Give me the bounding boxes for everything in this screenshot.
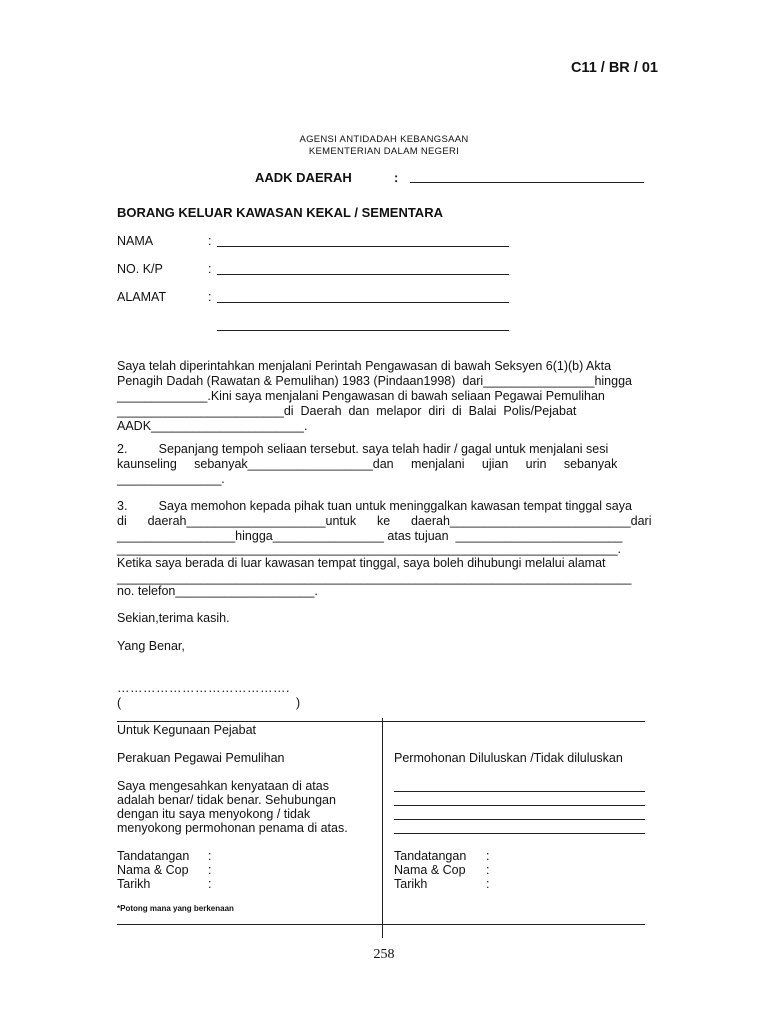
approval-line1[interactable] — [394, 791, 645, 792]
aadk-daerah-label: AADK DAERAH — [255, 170, 352, 185]
certification-text-line1: Saya mengesahkan kenyataan di atas — [117, 779, 329, 793]
para3-line4: ________________________________________________________________________. — [117, 542, 622, 556]
left-sign-colon: : — [208, 849, 212, 863]
para2-line3: _______________. — [117, 472, 225, 486]
form-title: BORANG KELUAR KAWASAN KEKAL / SEMENTARA — [117, 205, 443, 220]
para3-line6: __________________________________________________________________________ — [117, 571, 632, 585]
nokp-label: NO. K/P — [117, 262, 163, 276]
para3-line2: di daerah____________________untuk ke daerah__________________________dari — [117, 514, 652, 528]
office-divider-top — [117, 721, 645, 722]
approval-line3[interactable] — [394, 819, 645, 820]
para3-line3: _________________hingga________________ atas tujuan ________________________ — [117, 529, 623, 543]
left-name-stamp-colon: : — [208, 863, 212, 877]
signature-dots: …………………………………. — [117, 681, 290, 695]
approval-line4[interactable] — [394, 833, 645, 834]
right-date-colon: : — [486, 877, 490, 891]
right-sign-colon: : — [486, 849, 490, 863]
office-vertical-divider — [382, 718, 383, 938]
form-code: C11 / BR / 01 — [570, 60, 658, 76]
left-date-label: Tarikh — [117, 877, 151, 891]
right-date-label: Tarikh — [394, 877, 428, 891]
aadk-daerah-field[interactable] — [410, 182, 644, 183]
nokp-field[interactable] — [217, 274, 509, 275]
nama-label: NAMA — [117, 234, 154, 248]
alamat-colon: : — [208, 290, 212, 304]
nama-colon: : — [208, 234, 212, 248]
ministry-name: KEMENTERIAN DALAM NEGERI — [308, 146, 460, 157]
agency-name: AGENSI ANTIDADAH KEBANGSAAN — [299, 134, 469, 145]
officer-certification-title: Perakuan Pegawai Pemulihan — [117, 751, 285, 765]
para1-line5: AADK______________________. — [117, 419, 308, 433]
right-sign-label: Tandatangan — [394, 849, 467, 863]
right-name-stamp-label: Nama & Cop — [394, 863, 466, 877]
para1-line3: _____________.Kini saya menjalani Pengawasan di bawah seliaan Pegawai Pemulihan — [117, 389, 605, 403]
alamat-label: ALAMAT — [117, 290, 167, 304]
office-heading: Untuk Kegunaan Pejabat — [117, 723, 256, 737]
para2-line2: kaunseling sebanyak__________________dan menjalani ujian urin sebanyak — [117, 457, 618, 471]
page-number: 258 — [373, 947, 395, 962]
approval-title: Permohonan Diluluskan /Tidak diluluskan — [394, 751, 623, 765]
para1-line1: Saya telah diperintahkan menjalani Perintah Pengawasan di bawah Seksyen 6(1)(b) Akta — [117, 359, 612, 373]
para3-line5: Ketika saya berada di luar kawasan tempat tinggal, saya boleh dihubungi melalui alamat — [117, 556, 606, 570]
aadk-colon: : — [394, 170, 399, 185]
right-name-stamp-colon: : — [486, 863, 490, 877]
para3-line1: 3. Saya memohon kepada pihak tuan untuk meninggalkan kawasan tempat tinggal saya — [117, 499, 632, 513]
certification-text-line2: adalah benar/ tidak benar. Sehubungan — [117, 793, 336, 807]
para1-line2: Penagih Dadah (Rawatan & Pemulihan) 1983 (Pindaan1998) dari________________hingga — [117, 374, 632, 388]
nama-field[interactable] — [217, 246, 509, 247]
name-bracket-close: ) — [296, 696, 301, 710]
left-sign-label: Tandatangan — [117, 849, 190, 863]
para1-line4: ________________________di Daerah dan melapor diri di Balai Polis/Pejabat — [117, 404, 577, 418]
nokp-colon: : — [208, 262, 212, 276]
left-date-colon: : — [208, 877, 212, 891]
closing-thanks: Sekian,terima kasih. — [117, 611, 230, 625]
para3-line7: no. telefon____________________. — [117, 584, 318, 598]
certification-text-line4: menyokong permohonan penama di atas. — [117, 821, 348, 835]
para2-line1: 2. Sepanjang tempoh seliaan tersebut. saya telah hadir / gagal untuk menjalani sesi — [117, 442, 609, 456]
office-divider-bottom — [117, 924, 645, 925]
left-name-stamp-label: Nama & Cop — [117, 863, 189, 877]
alamat-field-line1[interactable] — [217, 302, 509, 303]
closing-yours: Yang Benar, — [117, 639, 185, 653]
approval-line2[interactable] — [394, 805, 645, 806]
footnote: *Potong mana yang berkenaan — [117, 904, 234, 913]
alamat-field-line2[interactable] — [217, 330, 509, 331]
certification-text-line3: dengan itu saya menyokong / tidak — [117, 807, 311, 821]
name-bracket-open: ( — [117, 696, 122, 710]
